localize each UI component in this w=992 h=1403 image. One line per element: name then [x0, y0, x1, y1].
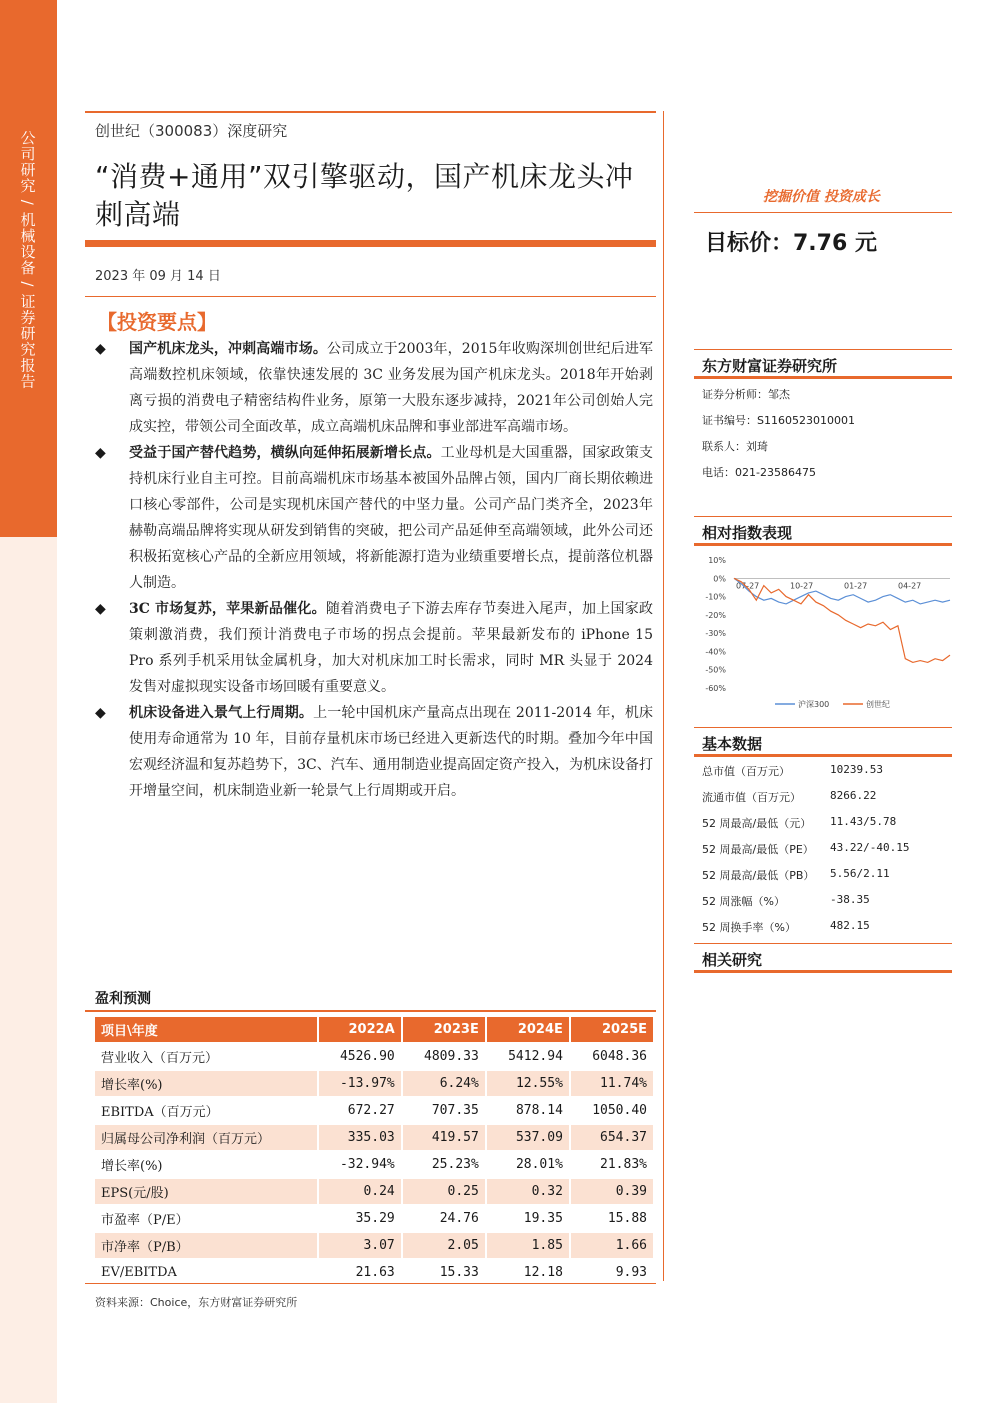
phone-number: 电话：021-23586475	[702, 466, 816, 479]
title-underline	[85, 240, 656, 247]
table-cell: 5412.94	[487, 1044, 571, 1069]
table-cell: 537.09	[487, 1125, 571, 1150]
bullet-lead: 机床设备进入景气上行周期。	[129, 705, 314, 721]
bullet-lead: 3C 市场复苏，苹果新品催化。	[129, 601, 326, 617]
table-cell: 28.01%	[487, 1152, 571, 1177]
related-title: 相关研究	[702, 951, 763, 969]
row-label: 市净率（P/B）	[95, 1233, 319, 1258]
row-label: EV/EBITDA	[95, 1260, 319, 1285]
forecast-title: 盈利预测	[95, 991, 151, 1007]
table-cell: 21.63	[319, 1260, 403, 1285]
diamond-bullet-icon: ◆	[95, 601, 106, 617]
key-data-row	[702, 763, 952, 779]
row-label: 归属母公司净利润（百万元）	[95, 1125, 319, 1150]
y-tick-label: -50%	[705, 665, 726, 675]
report-title: “消费+通用”双引擎驱动，国产机床龙头冲刺高端	[95, 160, 634, 231]
related-rule	[694, 970, 952, 973]
key-data-value: 11.43/5.78	[830, 815, 897, 828]
table-row	[95, 1260, 655, 1285]
y-tick-label: 0%	[713, 574, 726, 584]
column-divider	[663, 111, 664, 1281]
contact-person: 联系人：刘琦	[702, 440, 768, 453]
basic-rule-top	[694, 727, 952, 728]
bullet-text: 随着消费电子下游去库存节奏进入尾声，加上国家政策刺激消费，我们预计消费电子市场的拐点会提前。苹果最新发布的 iPhone 15 Pro 系列手机采用钛金属机身，加大对机床加工时长需求，同时 MR 头显于 2024 发售对虚拟现实设备市场回暖有重要意义。	[129, 601, 654, 695]
table-row	[95, 1098, 655, 1123]
diamond-bullet-icon: ◆	[95, 445, 106, 461]
y-tick-label: -20%	[705, 610, 726, 620]
table-cell: -32.94%	[319, 1152, 403, 1177]
forecast-rule	[85, 1010, 656, 1012]
y-tick-label: -40%	[705, 647, 726, 657]
table-cell: 4526.90	[319, 1044, 403, 1069]
table-row	[95, 1233, 655, 1258]
table-cell: 15.33	[403, 1260, 487, 1285]
relative-performance-chart	[700, 552, 952, 717]
table-row	[95, 1044, 655, 1069]
key-data-row	[702, 893, 952, 909]
perf-rule-top	[694, 516, 952, 517]
table-cell: 6048.36	[571, 1044, 655, 1069]
table-cell: 707.35	[403, 1098, 487, 1123]
row-label: 市盈率（P/E）	[95, 1206, 319, 1231]
table-cell: 12.18	[487, 1260, 571, 1285]
table-cell: 35.29	[319, 1206, 403, 1231]
table-row	[95, 1071, 655, 1096]
table-cell: 1050.40	[571, 1098, 655, 1123]
bullet-item	[95, 336, 653, 440]
key-data-value: -38.35	[830, 893, 870, 906]
row-label: 增长率(%)	[95, 1071, 319, 1096]
x-tick-label: 07-27	[736, 581, 760, 591]
key-data-row	[702, 815, 952, 831]
table-header-cell: 2022A	[319, 1017, 403, 1042]
header-rule	[85, 111, 656, 113]
table-header-cell: 2023E	[403, 1017, 487, 1042]
investment-points	[95, 336, 653, 804]
table-row	[95, 1152, 655, 1177]
table-cell: 0.24	[319, 1179, 403, 1204]
bullet-lead: 受益于国产替代趋势，横纵向延伸拓展新增长点。	[129, 445, 441, 461]
table-cell: 3.07	[319, 1233, 403, 1258]
bullet-item	[95, 440, 653, 596]
key-data-label: 总市值（百万元）	[702, 765, 790, 778]
target-price: 目标价：7.76 元	[705, 231, 877, 256]
row-label: 营业收入（百万元）	[95, 1044, 319, 1069]
bullet-item	[95, 596, 653, 700]
legend-label: 创世纪	[866, 700, 890, 709]
table-cell: 419.57	[403, 1125, 487, 1150]
diamond-bullet-icon: ◆	[95, 705, 106, 721]
key-data-label: 流通市值（百万元）	[702, 791, 801, 804]
table-cell: 335.03	[319, 1125, 403, 1150]
table-cell: 1.66	[571, 1233, 655, 1258]
key-data-label: 52 周换手率（%）	[702, 921, 796, 934]
table-source: 资料来源：Choice，东方财富证券研究所	[95, 1296, 298, 1309]
sidebar-category: 公司研究 / 机械设备 / 证券研究报告	[18, 130, 37, 390]
table-cell: -13.97%	[319, 1071, 403, 1096]
table-header-cell: 2024E	[487, 1017, 571, 1042]
y-tick-label: -60%	[705, 684, 726, 693]
basic-title: 基本数据	[702, 735, 763, 753]
diamond-bullet-icon: ◆	[95, 341, 106, 357]
perf-title: 相对指数表现	[702, 524, 793, 542]
series-line	[734, 578, 950, 662]
section-title: 【投资要点】	[97, 310, 217, 334]
forecast-bottom-rule	[85, 1283, 656, 1284]
key-data-value: 482.15	[830, 919, 870, 932]
table-header-row	[95, 1017, 655, 1042]
table-cell: 0.25	[403, 1179, 487, 1204]
slogan: 挖掘价值 投资成长	[763, 189, 880, 205]
table-cell: 25.23%	[403, 1152, 487, 1177]
key-data-value: 5.56/2.11	[830, 867, 890, 880]
table-cell: 19.35	[487, 1206, 571, 1231]
forecast-table	[95, 1015, 655, 1287]
key-data-value: 8266.22	[830, 789, 877, 802]
key-data-value: 43.22/-40.15	[830, 841, 910, 854]
table-cell: 0.32	[487, 1179, 571, 1204]
key-data-row	[702, 867, 952, 883]
key-data-row	[702, 789, 952, 805]
institute-rule-top	[694, 349, 952, 350]
legend-label: 沪深300	[798, 700, 830, 709]
table-row	[95, 1179, 655, 1204]
table-row	[95, 1206, 655, 1231]
related-rule-top	[694, 943, 952, 944]
key-data-label: 52 周涨幅（%）	[702, 895, 785, 908]
perf-rule	[694, 543, 952, 546]
key-data-label: 52 周最高/最低（PE）	[702, 843, 814, 856]
bullet-item	[95, 700, 653, 804]
table-cell: 654.37	[571, 1125, 655, 1150]
bullet-text: 上一轮中国机床产量高点出现在 2011-2014 年，机床使用寿命通常为 10 年，目前存量机床市场已经进入更新迭代的时期。叠加今年中国宏观经济温和复苏趋势下，3C、汽车、通用制造业提高固定资产投入，为机床设备打开增量空间，机床制造业新一轮景气上行周期或开启。	[129, 705, 653, 799]
table-cell: 1.85	[487, 1233, 571, 1258]
table-cell: 672.27	[319, 1098, 403, 1123]
x-tick-label: 10-27	[790, 581, 814, 591]
table-cell: 21.83%	[571, 1152, 655, 1177]
row-label: 增长率(%)	[95, 1152, 319, 1177]
bullet-text: 公司成立于2003年，2015年收购深圳创世纪后进军高端数控机床领域，依靠快速发展的 3C 业务发展为国产机床龙头。2018年开始剥离亏损的消费电子精密结构件业务，原第一大股东逐步减持，2021年公司创始人完成实控，带领公司全面改革，成立高端机床品牌和事业部进军高端市场。	[129, 341, 653, 435]
table-cell: 6.24%	[403, 1071, 487, 1096]
table-cell: 12.55%	[487, 1071, 571, 1096]
date-rule	[85, 296, 656, 297]
y-tick-label: -30%	[705, 629, 726, 639]
table-cell: 2.05	[403, 1233, 487, 1258]
y-tick-label: -10%	[705, 592, 726, 602]
key-data-label: 52 周最高/最低（PB）	[702, 869, 815, 882]
table-cell: 878.14	[487, 1098, 571, 1123]
x-tick-label: 04-27	[898, 581, 922, 591]
table-cell: 4809.33	[403, 1044, 487, 1069]
bullet-text: 工业母机是大国重器，国家政策支持机床行业自主可控。目前高端机床市场基本被国外品牌占领，国内厂商长期依赖进口核心零部件，公司是实现机床国产替代的中坚力量。公司产品门类齐全，2023年赫勒高端品牌将实现从研发到销售的突破，把公司产品延伸至高端领域，此外公司还积极拓宽核心产品的全新应用领域，将新能源打造为业绩重要增长点，提前落位机器人制造。	[129, 445, 654, 591]
report-date: 2023 年 09 月 14 日	[95, 269, 221, 284]
table-row	[95, 1125, 655, 1150]
row-label: EBITDA（百万元）	[95, 1098, 319, 1123]
key-data-label: 52 周最高/最低（元）	[702, 817, 812, 830]
table-header-cell: 2025E	[571, 1017, 655, 1042]
key-data-row	[702, 841, 952, 857]
institute-rule	[694, 376, 952, 379]
key-data-value: 10239.53	[830, 763, 883, 776]
table-cell: 24.76	[403, 1206, 487, 1231]
table-cell: 15.88	[571, 1206, 655, 1231]
cert-number: 证书编号：S1160523010001	[702, 414, 855, 427]
key-data-row	[702, 919, 952, 935]
analyst-name: 证券分析师：邹杰	[702, 388, 790, 401]
slogan-rule	[694, 212, 952, 213]
table-cell: 9.93	[571, 1260, 655, 1285]
institute-name: 东方财富证券研究所	[702, 357, 838, 375]
table-cell: 0.39	[571, 1179, 655, 1204]
row-label: EPS(元/股)	[95, 1179, 319, 1204]
report-subtitle: 创世纪（300083）深度研究	[95, 122, 288, 140]
y-tick-label: 10%	[708, 556, 726, 565]
table-cell: 11.74%	[571, 1071, 655, 1096]
bullet-lead: 国产机床龙头，冲刺高端市场。	[129, 341, 328, 357]
basic-rule	[694, 754, 952, 757]
table-header-cell: 项目\年度	[95, 1017, 319, 1042]
x-tick-label: 01-27	[844, 581, 868, 591]
